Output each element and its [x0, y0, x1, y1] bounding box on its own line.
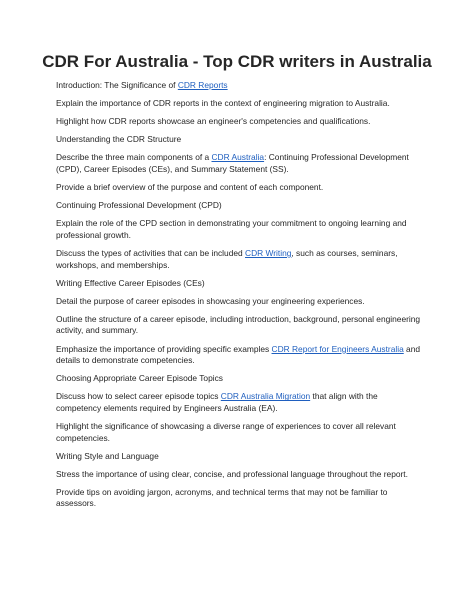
paragraph-text: Introduction: The Significance of: [56, 80, 178, 90]
paragraph-text: Emphasize the importance of providing specific examples: [56, 343, 272, 354]
hyperlink[interactable]: CDR Writing: [245, 247, 292, 258]
paragraph: [56, 296, 422, 308]
paragraph: [56, 421, 422, 444]
paragraph-text: Discuss the types of activities that can be included: [56, 247, 246, 258]
paragraph: [56, 80, 422, 92]
paragraph-text: Writing Style and Language: [56, 450, 159, 461]
hyperlink[interactable]: CDR Report for Engineers Australia: [271, 343, 404, 354]
paragraph-text: that align with the competency elements required by Engineers Australia (EA).: [56, 391, 378, 413]
paragraph: [56, 278, 422, 290]
paragraph-text: Discuss how to select career episode topics: [56, 391, 221, 402]
paragraph: [56, 218, 422, 241]
paragraph: [56, 391, 422, 414]
paragraph-text: Provide a brief overview of the purpose and content of each component.: [56, 182, 324, 193]
paragraph: [56, 487, 422, 510]
paragraph-text: Explain the importance of CDR reports in the context of engineering migration to Australia.: [56, 98, 390, 109]
paragraph-text: Continuing Professional Development (CPD): [56, 200, 222, 211]
paragraph: [56, 182, 422, 194]
paragraph: [56, 152, 422, 175]
paragraph: [56, 469, 422, 481]
paragraph-text: and details to demonstrate competencies.: [56, 343, 421, 366]
hyperlink[interactable]: CDR Reports: [177, 80, 228, 90]
paragraph: [56, 451, 422, 463]
paragraph: [56, 344, 422, 367]
paragraph-text: Describe the three main components of a: [56, 152, 212, 163]
paragraph: [56, 314, 422, 337]
hyperlink[interactable]: CDR Australia: [211, 152, 265, 163]
paragraph-text: Choosing Appropriate Career Episode Topics: [56, 373, 223, 384]
document-body: [56, 80, 422, 517]
paragraph-text: : Continuing Professional Development (CPD), Career Episodes (CEs), and Summary Statement (SS).: [56, 152, 409, 174]
paragraph-text: Writing Effective Career Episodes (CEs): [56, 277, 205, 288]
paragraph-text: Stress the importance of using clear, concise, and professional language throughout the report.: [56, 468, 408, 479]
paragraph-text: Outline the structure of a career episode, including introduction, background, personal engineering activity, and summary.: [56, 313, 421, 336]
paragraph: [56, 116, 422, 128]
paragraph: [56, 98, 422, 110]
paragraph-text: Explain the role of the CPD section in demonstrating your commitment to ongoing learning and professional growth.: [56, 218, 407, 240]
paragraph-text: Detail the purpose of career episodes in showcasing your engineering experiences.: [56, 295, 365, 306]
paragraph-text: Highlight how CDR reports showcase an engineer's competencies and qualifications.: [56, 116, 371, 127]
paragraph: [56, 373, 422, 385]
paragraph-text: Provide tips on avoiding jargon, acronyms, and technical terms that may not be familiar to assessors.: [56, 486, 388, 509]
hyperlink[interactable]: CDR Australia Migration: [220, 391, 311, 402]
paragraph: [56, 248, 422, 271]
paragraph-text: , such as courses, seminars, workshops, and memberships.: [56, 247, 398, 270]
paragraph-text: Highlight the significance of showcasing a diverse range of experiences to cover all relevant competencies.: [56, 420, 396, 443]
paragraph: [56, 134, 422, 146]
page-title: CDR For Australia - Top CDR writers in Australia: [42, 52, 432, 71]
paragraph: [56, 200, 422, 212]
paragraph-text: Understanding the CDR Structure: [56, 134, 182, 145]
